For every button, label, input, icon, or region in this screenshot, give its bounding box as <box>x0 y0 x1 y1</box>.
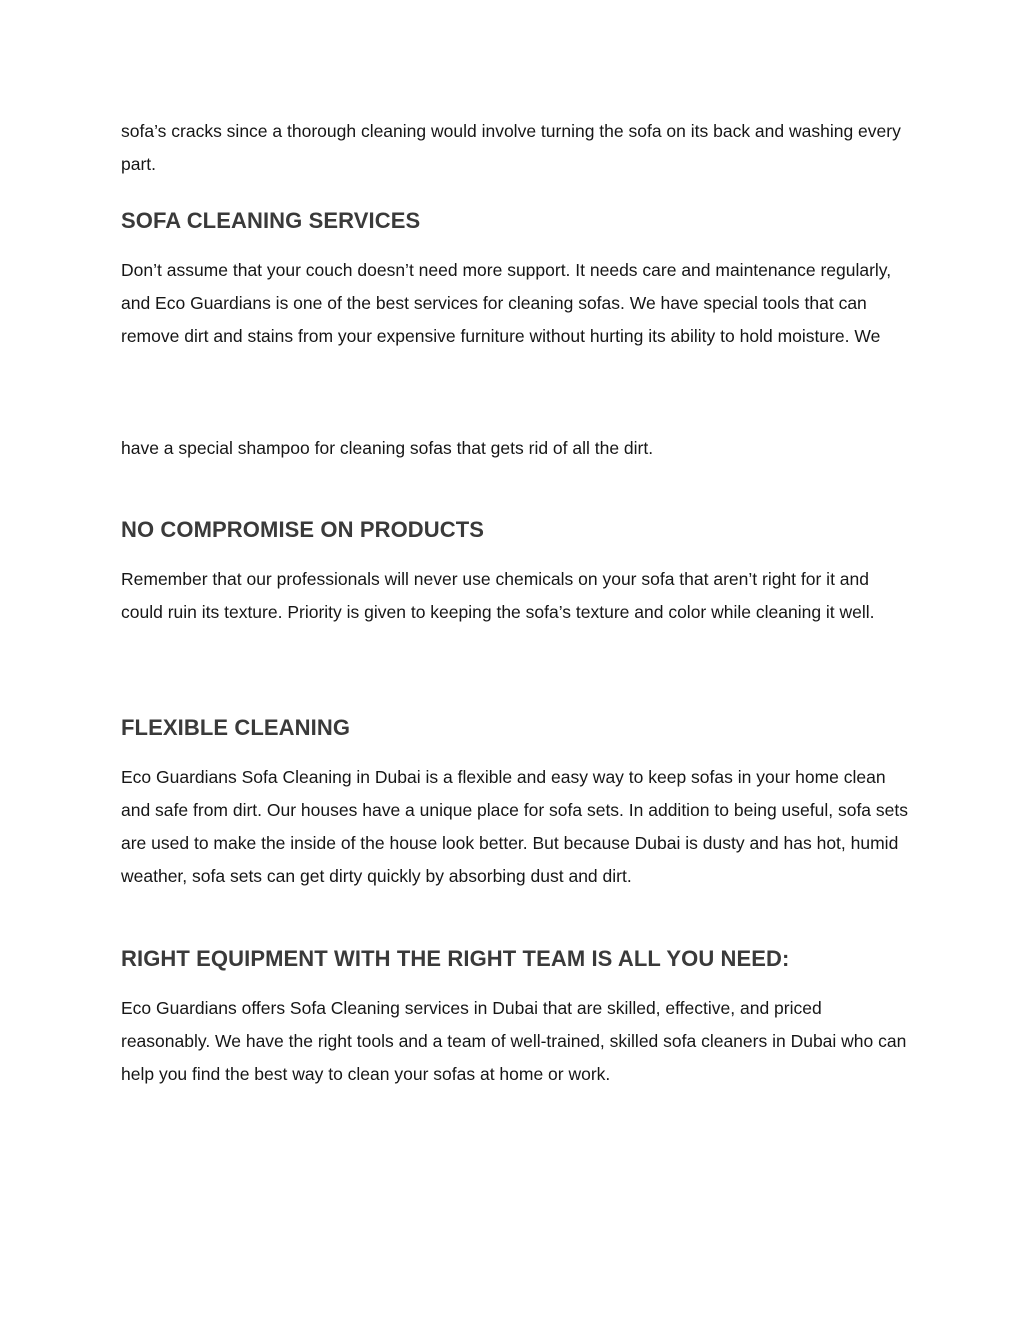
flexible-cleaning-paragraph: Eco Guardians Sofa Cleaning in Dubai is a flexible and easy way to keep sofas in your home clean and safe from dirt. Our houses have a unique place for sofa sets. In addition to being useful, sofa sets are used to make the inside of the house look better. But because Dubai is dusty and has hot, humid weather, sofa sets can get dirty quickly by absorbing dust and dirt. <box>121 767 908 886</box>
right-equipment-paragraph-block <box>121 992 911 1091</box>
flexible-paragraph-block <box>121 761 911 893</box>
no-compromise-heading: NO COMPROMISE ON PRODUCTS <box>121 517 485 542</box>
flexible-heading-block <box>121 714 911 742</box>
intro-paragraph-block <box>121 115 911 181</box>
no-compromise-paragraph: Remember that our professionals will never use chemicals on your sofa that aren’t right for it and could ruin its texture. Priority is given to keeping the sofa’s texture and color while cleaning it well. <box>121 569 875 622</box>
sofa-cleaning-continuation-paragraph: have a special shampoo for cleaning sofas that gets rid of all the dirt. <box>121 438 654 458</box>
sofa-cleaning-continuation-block <box>121 432 911 465</box>
sofa-cleaning-paragraph-block <box>121 254 911 353</box>
right-equipment-heading: RIGHT EQUIPMENT WITH THE RIGHT TEAM IS ALL YOU NEED: <box>121 946 790 971</box>
sofa-cleaning-paragraph: Don’t assume that your couch doesn’t need more support. It needs care and maintenance regularly, and Eco Guardians is one of the best services for cleaning sofas. We have special tools that can remove dirt and stains from your expensive furniture without hurting its ability to hold moisture. We <box>121 260 892 346</box>
no-compromise-paragraph-block <box>121 563 911 629</box>
right-equipment-paragraph: Eco Guardians offers Sofa Cleaning services in Dubai that are skilled, effective, and priced reasonably. We have the right tools and a team of well-trained, skilled sofa cleaners in Dubai who can help you find the best way to clean your sofas at home or work. <box>121 998 907 1084</box>
sofa-cleaning-heading-block <box>121 207 911 235</box>
sofa-cleaning-heading: SOFA CLEANING SERVICES <box>121 208 421 233</box>
flexible-cleaning-heading: FLEXIBLE CLEANING <box>121 715 351 740</box>
right-equipment-heading-block <box>121 945 911 973</box>
no-compromise-heading-block <box>121 516 911 544</box>
intro-paragraph: sofa’s cracks since a thorough cleaning would involve turning the sofa on its back and washing every part. <box>121 121 901 174</box>
